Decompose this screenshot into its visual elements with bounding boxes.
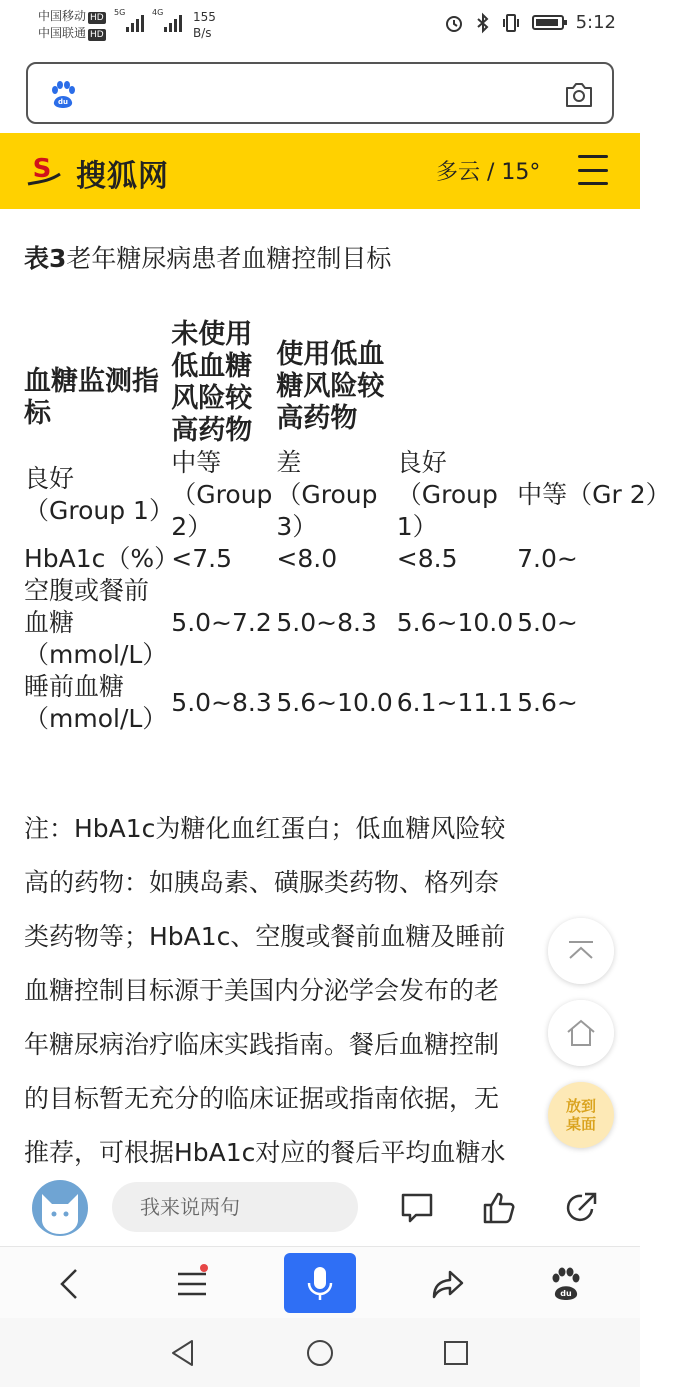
carrier-info (38, 8, 106, 42)
notification-dot (200, 1264, 208, 1272)
svg-text:du: du (58, 98, 68, 106)
thumbs-up-icon[interactable] (482, 1191, 516, 1225)
note-line: 类药物等；HbA1c、空腹或餐前血糖及睡前 (24, 922, 506, 951)
table-cell: 5.6~10.0 (276, 688, 393, 717)
forward-share-icon[interactable] (430, 1266, 466, 1302)
signal-icon (114, 8, 182, 32)
note-line: 年糖尿病治疗临床实践指南。餐后血糖控制 (24, 1030, 500, 1059)
status-bar (0, 0, 640, 52)
baidu-paw-icon (48, 80, 78, 110)
menu-icon[interactable] (578, 155, 608, 185)
note-line: 高的药物：如胰岛素、磺脲类药物、格列奈 (24, 868, 500, 897)
table-cell: 睡前血糖（mmol/L） (24, 672, 168, 733)
table-cell: 良好（Group 1） (396, 448, 498, 541)
weather-info[interactable]: 多云 / 15° (436, 160, 541, 185)
table-cell: 5.6~ (517, 688, 578, 717)
speed-unit: B/s (193, 26, 212, 40)
share-icon[interactable] (564, 1191, 598, 1225)
camera-icon[interactable] (564, 82, 594, 108)
table-row (24, 447, 675, 543)
microphone-icon (284, 1253, 356, 1313)
clock: 5:12 (575, 12, 616, 33)
note-line: 的目标暂无充分的临床证据或指南依据，无 (24, 1084, 500, 1113)
table-row (24, 543, 675, 575)
table-cell: 6.1~11.1 (396, 688, 514, 717)
note-line: 注：HbA1c为糖化血红蛋白；低血糖风险较 (24, 814, 506, 843)
chevron-up-icon (566, 940, 596, 962)
table-row (24, 575, 675, 671)
table-row (24, 671, 675, 735)
svg-text:S: S (32, 154, 52, 184)
table-cell: 空腹或餐前血糖（mmol/L） (24, 576, 168, 669)
table-cell: <7.5 (171, 544, 233, 573)
back-icon[interactable] (52, 1266, 88, 1302)
table-note (24, 802, 624, 1180)
hd-badge: HD (90, 30, 104, 40)
table-cell: 差（Group 3） (276, 448, 378, 541)
table-cell: 5.6~10.0 (396, 608, 514, 637)
system-home-icon[interactable] (305, 1338, 335, 1368)
avatar-fox-icon (32, 1180, 88, 1236)
vibrate-icon (502, 13, 520, 33)
note-line: 推荐，可根据HbA1c对应的餐后平均血糖水 (24, 1138, 506, 1167)
home-button[interactable] (548, 1000, 614, 1066)
comment-input[interactable]: 我来说两句 (112, 1182, 358, 1232)
home-icon (565, 1018, 597, 1048)
desk-label-line: 放到 (565, 1097, 596, 1115)
table-header-cell: 使用低血糖风险较高药物 (276, 339, 385, 434)
browser-nav-bar (0, 1246, 640, 1318)
table-cell: 7.0~ (517, 544, 578, 573)
system-recents-icon[interactable] (441, 1338, 471, 1368)
table-cell: 5.0~8.3 (171, 688, 272, 717)
bluetooth-icon (476, 13, 490, 33)
avatar[interactable] (32, 1180, 88, 1236)
alarm-icon (444, 13, 464, 33)
battery-icon (532, 15, 564, 30)
comment-bar (0, 1172, 640, 1246)
network-type-2: 4G (152, 8, 164, 17)
desk-label-line: 桌面 (565, 1115, 596, 1133)
voice-search-button[interactable] (284, 1253, 356, 1313)
hd-badge: HD (90, 13, 104, 23)
network-speed (193, 9, 216, 41)
table-caption: 老年糖尿病患者血糖控制目标 (66, 244, 392, 273)
carrier-2: 中国联通 (38, 26, 87, 40)
table-number: 表3 (24, 244, 67, 273)
speed-value: 155 (193, 10, 216, 24)
table-title (24, 239, 391, 275)
system-nav-bar (0, 1318, 640, 1387)
scroll-top-button[interactable] (548, 918, 614, 984)
site-header (0, 133, 640, 209)
system-back-icon[interactable] (168, 1338, 198, 1368)
search-input[interactable] (26, 62, 614, 124)
table-cell: 5.0~8.3 (276, 608, 377, 637)
baidu-paw-icon[interactable] (548, 1266, 584, 1302)
comment-icon[interactable] (400, 1191, 434, 1225)
glucose-target-table (24, 319, 675, 735)
table-cell: HbA1c（%） (24, 544, 180, 573)
table-cell: <8.5 (396, 544, 458, 573)
table-header-cell: 未使用低血糖风险较高药物 (171, 319, 253, 446)
table-cell: 5.0~ (517, 608, 578, 637)
carrier-1: 中国移动 (38, 9, 87, 23)
sohu-logo[interactable] (24, 150, 64, 190)
note-line: 血糖控制目标源于美国内分泌学会发布的老 (24, 976, 500, 1005)
svg-text:du: du (560, 1289, 572, 1298)
article-body (0, 209, 671, 1179)
table-cell: 中等（Group 2） (171, 448, 273, 541)
site-name[interactable]: 搜狐网 (76, 159, 169, 194)
table-cell: <8.0 (276, 544, 338, 573)
network-type-1: 5G (114, 8, 126, 17)
table-header-row (24, 319, 675, 447)
table-cell: 良好（Group 1） (24, 464, 174, 525)
add-to-desktop-button[interactable] (548, 1082, 614, 1148)
table-cell: 5.0~7.2 (171, 608, 272, 637)
table-cell: 中等（Gr 2） (517, 480, 671, 509)
table-header-cell: 血糖监测指标 (24, 366, 159, 429)
